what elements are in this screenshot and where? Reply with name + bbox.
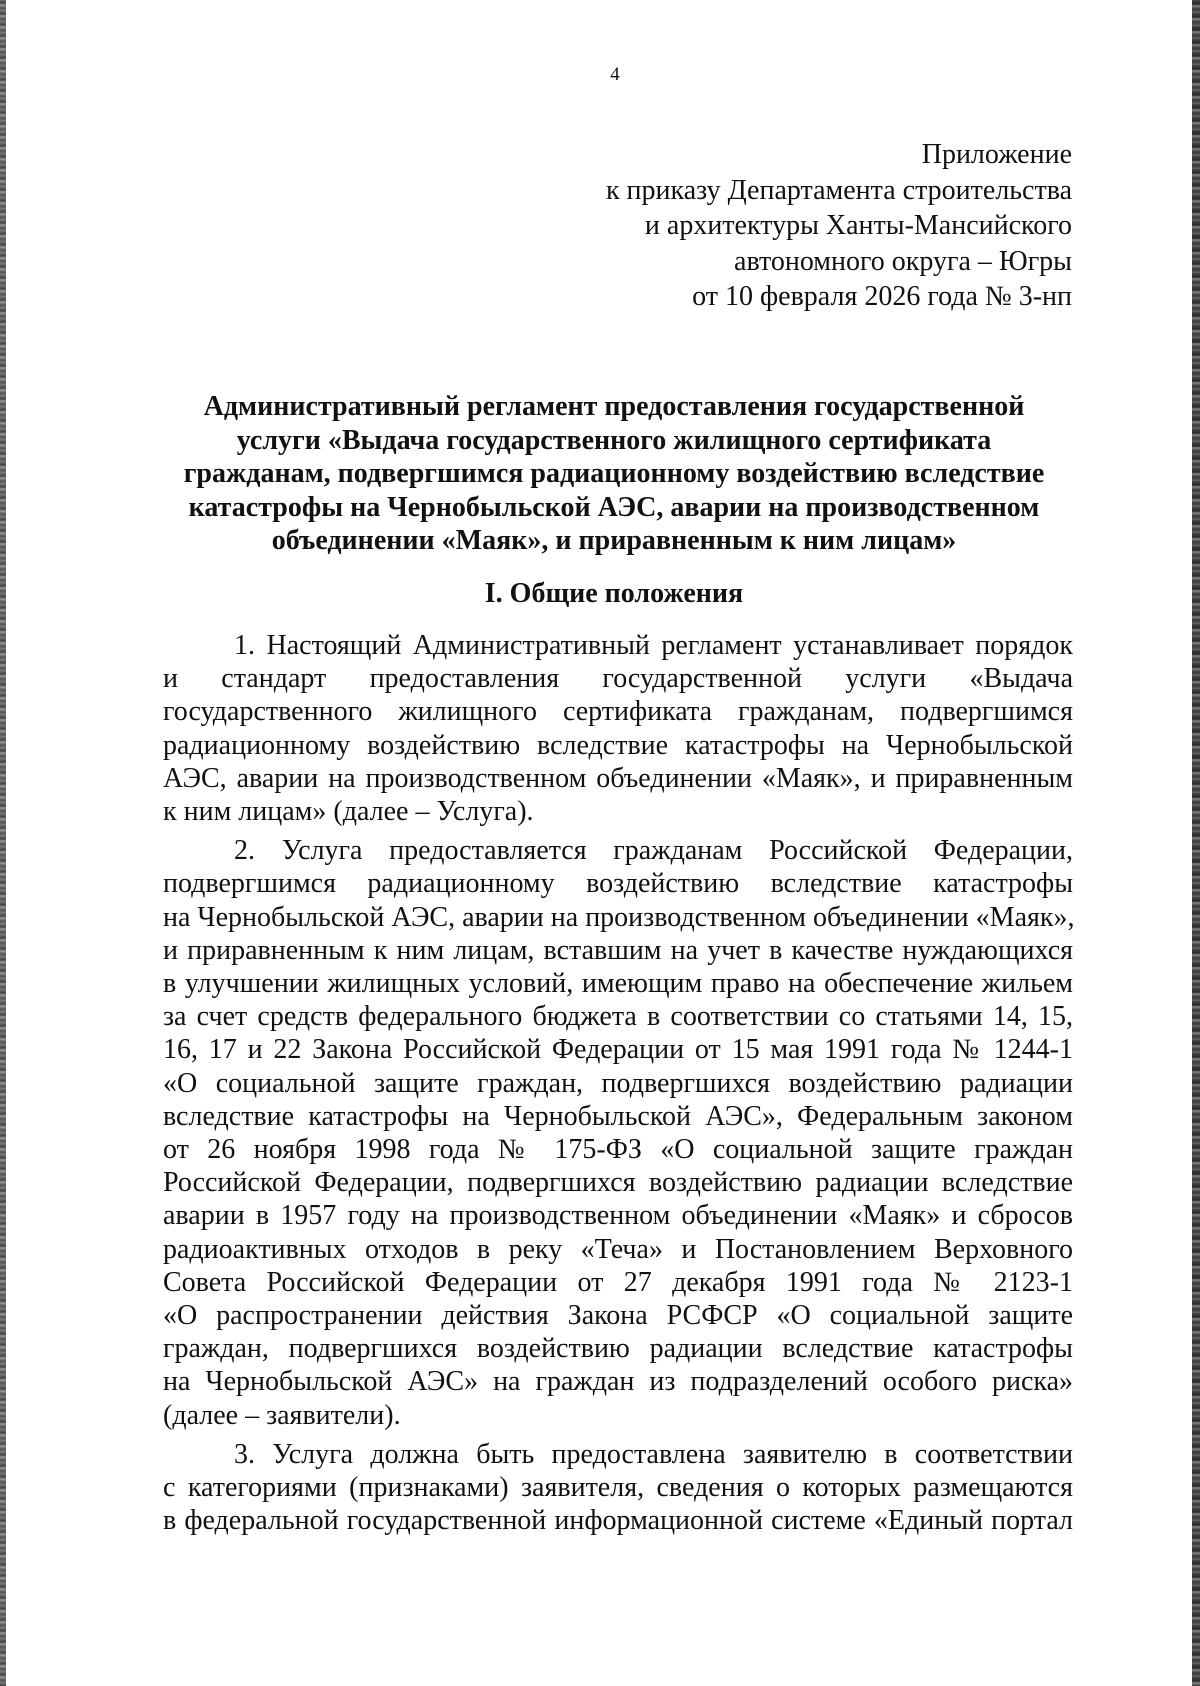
page-number: 4 <box>610 64 620 85</box>
title-line: катастрофы на Чернобыльской АЭС, аварии на производственном <box>188 491 1040 523</box>
title-line: гражданам, подвергшимся радиационному воздействию вследствие <box>183 458 1045 489</box>
body-text <box>163 629 1073 1537</box>
appendix-line: от 10 февраля 2026 года № 3-нп <box>692 281 1072 312</box>
text-line: и приравненным к ним лицам, вставшим на учет в качестве нуждающихся <box>163 934 1073 966</box>
paragraph-1 <box>163 629 1073 828</box>
text-line: вследствие катастрофы на Чернобыльской АЭС», Федеральным законом <box>163 1100 1073 1132</box>
title-line: объединении «Маяк», и приравненным к ним лицам» <box>271 525 957 556</box>
text-line: 16, 17 и 22 Закона Российской Федерации от 15 мая 1991 года № 1244-1 <box>163 1034 1073 1066</box>
text-line: АЭС, аварии на производственном объединении «Маяк», и приравненным <box>163 762 1073 794</box>
text-line: аварии в 1957 году на производственном объединении «Маяк» и сбросов <box>163 1200 1073 1232</box>
appendix-block <box>372 137 1072 315</box>
text-line: и стандарт предоставления государственной услуги «Выдача <box>163 663 1073 695</box>
text-line: «О социальной защите граждан, подвергшихся воздействию радиации <box>163 1067 1073 1099</box>
text-line: граждан, подвергшихся воздействию радиации вследствие катастрофы <box>163 1333 1073 1365</box>
text-line: государственного жилищного сертификата гражданам, подвергшимся <box>163 696 1073 728</box>
text-line: за счет средств федерального бюджета в соответствии со статьями 14, 15, <box>163 1001 1073 1033</box>
text-line: радиационному воздействию вследствие катастрофы на Чернобыльской <box>163 729 1073 761</box>
title-line: услуги «Выдача государственного жилищного сертификата <box>236 424 992 456</box>
scan-edge-left <box>0 0 6 1686</box>
text-line: на Чернобыльской АЭС, аварии на производственном объединении «Маяк», <box>163 901 1075 933</box>
paragraph-3 <box>163 1438 1073 1538</box>
text-line: к ним лицам» (далее – Услуга). <box>163 796 534 828</box>
scan-edge-right <box>1192 0 1200 1686</box>
text-line: с категориями (признаками) заявителя, сведения о которых размещаются <box>163 1472 1073 1504</box>
text-line: от 26 ноября 1998 года № 175-ФЗ «О социальной защите граждан <box>163 1134 1073 1166</box>
text-line: (далее – заявители). <box>163 1399 401 1431</box>
appendix-line: и архитектуры Ханты-Мансийского <box>644 210 1072 241</box>
section-heading: I. Общие положения <box>484 578 744 609</box>
text-line: Совета Российской Федерации от 27 декабря 1991 года № 2123-1 <box>163 1266 1073 1298</box>
appendix-line: Приложение <box>921 139 1072 170</box>
appendix-line: к приказу Департамента строительства <box>605 174 1072 206</box>
text-line: радиоактивных отходов в реку «Теча» и Постановлением Верховного <box>163 1233 1073 1265</box>
paragraph-2 <box>163 834 1073 1432</box>
text-line: на Чернобыльской АЭС» на граждан из подразделений особого риска» <box>163 1366 1073 1398</box>
text-line: 1. Настоящий Административный регламент устанавливает порядок <box>234 630 1073 661</box>
text-line: 2. Услуга предоставляется гражданам Российской Федерации, <box>234 835 1073 867</box>
text-line: подвергшимся радиационному воздействию вследствие катастрофы <box>163 868 1073 900</box>
text-line: «О распространении действия Закона РСФСР «О социальной защите <box>163 1300 1073 1332</box>
appendix-line: автономного округа – Югры <box>734 245 1072 277</box>
text-line: 3. Услуга должна быть предоставлена заявителю в соответствии <box>234 1438 1073 1470</box>
document-title <box>150 390 1078 558</box>
text-line: Российской Федерации, подвергшихся воздействию радиации вследствие <box>163 1167 1073 1199</box>
text-line: в улучшении жилищных условий, имеющим право на обеспечение жильем <box>163 968 1073 1000</box>
text-line: в федеральной государственной информационной системе «Единый портал <box>163 1505 1073 1537</box>
title-line: Административный регламент предоставления государственной <box>203 391 1025 422</box>
